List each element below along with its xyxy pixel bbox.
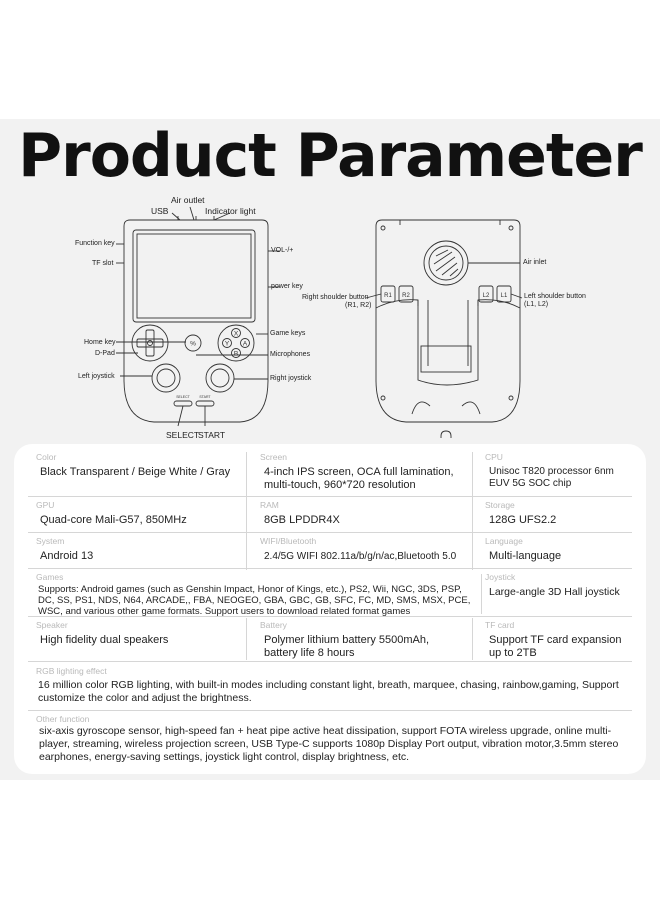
spec-value: Android 13 — [40, 550, 94, 562]
front-view — [116, 207, 280, 426]
l1-glyph: L1 — [500, 293, 508, 299]
spec-value: six-axis gyroscope sensor, high-speed fan + heat pipe active heat dissipation, support FOTA wireless upgrade, online multi-player, streaming, wireless projection screen, USB Type-C supports 1080p Display Port output, vibration motor,3.5mm stereo earphones, energy-saving settings, joystick light control, display brightness, etc. — [39, 725, 619, 763]
spec-label: Games — [36, 572, 64, 582]
indicator-light-label: Indicator light — [205, 206, 256, 216]
right-joystick-label: Right joystick — [270, 375, 312, 382]
left-shoulder-label: Left shoulder button — [524, 293, 586, 300]
device-diagram — [0, 190, 660, 445]
button-y-glyph: Y — [224, 340, 230, 348]
back-view — [366, 220, 522, 438]
d-pad-label: D-Pad — [95, 350, 115, 357]
spec-label: Joystick — [485, 572, 516, 582]
page-title: Product Parameter — [18, 121, 642, 191]
spec-label: TF card — [485, 620, 515, 630]
tf-slot-label: TF slot — [92, 260, 114, 267]
spec-value: Quad-core Mali-G57, 850MHz — [40, 514, 187, 526]
r1-glyph: R1 — [384, 293, 392, 299]
spec-label: Speaker — [36, 620, 68, 630]
power-key-label: power key — [271, 283, 303, 290]
spec-label: RGB lighting effect — [36, 666, 107, 676]
spec-label: GPU — [36, 500, 55, 510]
spec-label: Color — [36, 452, 57, 462]
spec-value: High fidelity dual speakers — [40, 634, 169, 646]
spec-value: 8GB LPDDR4X — [264, 514, 340, 526]
select-small-text: SELECT — [176, 395, 190, 399]
home-key-label: Home key — [84, 339, 116, 346]
button-a-glyph: A — [242, 340, 248, 348]
spec-value: Large-angle 3D Hall joystick — [489, 586, 620, 598]
spec-value: 16 million color RGB lighting, with built-in modes including constant light, breath, marquee, chasing, rainbow,gaming, Support customize the color and adjust the brightness. — [38, 679, 619, 704]
spec-label: System — [36, 536, 65, 546]
spec-value: Unisoc T820 processor 6nm EUV 5G SOC chip — [489, 466, 614, 489]
right-shoulder-keys-label: (R1, R2) — [345, 302, 372, 309]
spec-value: Support TF card expansion up to 2TB — [489, 634, 622, 659]
start-small-text: START — [199, 395, 211, 399]
button-x-glyph: X — [233, 330, 239, 338]
spec-label: Other function — [36, 714, 90, 724]
spec-label: CPU — [485, 452, 503, 462]
spec-label: Battery — [260, 620, 287, 630]
spec-label: RAM — [260, 500, 279, 510]
right-shoulder-label: Right shoulder button — [302, 294, 369, 301]
function-key-label: Function key — [75, 240, 115, 247]
microphones-label: Microphones — [270, 351, 311, 358]
button-b-glyph: B — [233, 350, 239, 358]
start-label: START — [198, 430, 226, 440]
air-inlet-label: Air inlet — [523, 259, 547, 266]
spec-value: Polymer lithium battery 5500mAh, battery life 8 hours — [264, 634, 430, 659]
spec-card — [14, 444, 646, 774]
home-glyph: % — [190, 340, 196, 348]
usb-label: USB — [151, 206, 169, 216]
r2-glyph: R2 — [402, 293, 410, 299]
spec-value: 2.4/5G WIFI 802.11a/b/g/n/ac,Bluetooth 5.0 — [264, 551, 457, 562]
spec-value: Multi-language — [489, 550, 562, 562]
left-shoulder-keys-label: (L1, L2) — [524, 301, 549, 308]
spec-value: 128G UFS2.2 — [489, 514, 557, 526]
game-keys-label: Game keys — [270, 330, 306, 337]
select-label: SELECT — [166, 430, 200, 440]
left-joystick-label: Left joystick — [78, 373, 115, 380]
spec-value: Black Transparent / Beige White / Gray — [40, 466, 231, 478]
spec-label: Screen — [260, 452, 287, 462]
air-outlet-label: Air outlet — [171, 195, 205, 205]
spec-value: Supports: Android games (such as Genshin Impact, Honor of Kings, etc.), PS2, Wii, NGC, 3DS, PSP, DC, SS, PS1, NDS, N64, ARCADE,, FBA, NEOGEO, GBA, GBC, GB, SFC, FC, MD, SMS, MSX, PCE, WSC, and various other game formats. Support users to download related format games — [38, 584, 471, 617]
spec-label: WIFI/Bluetooth — [260, 536, 317, 546]
spec-label: Storage — [485, 500, 515, 510]
spec-label: Language — [485, 536, 523, 546]
vol-label: VOL-/+ — [271, 247, 294, 254]
spec-value: 4-inch IPS screen, OCA full lamination, multi-touch, 960*720 resolution — [264, 466, 454, 491]
l2-glyph: L2 — [482, 293, 490, 299]
